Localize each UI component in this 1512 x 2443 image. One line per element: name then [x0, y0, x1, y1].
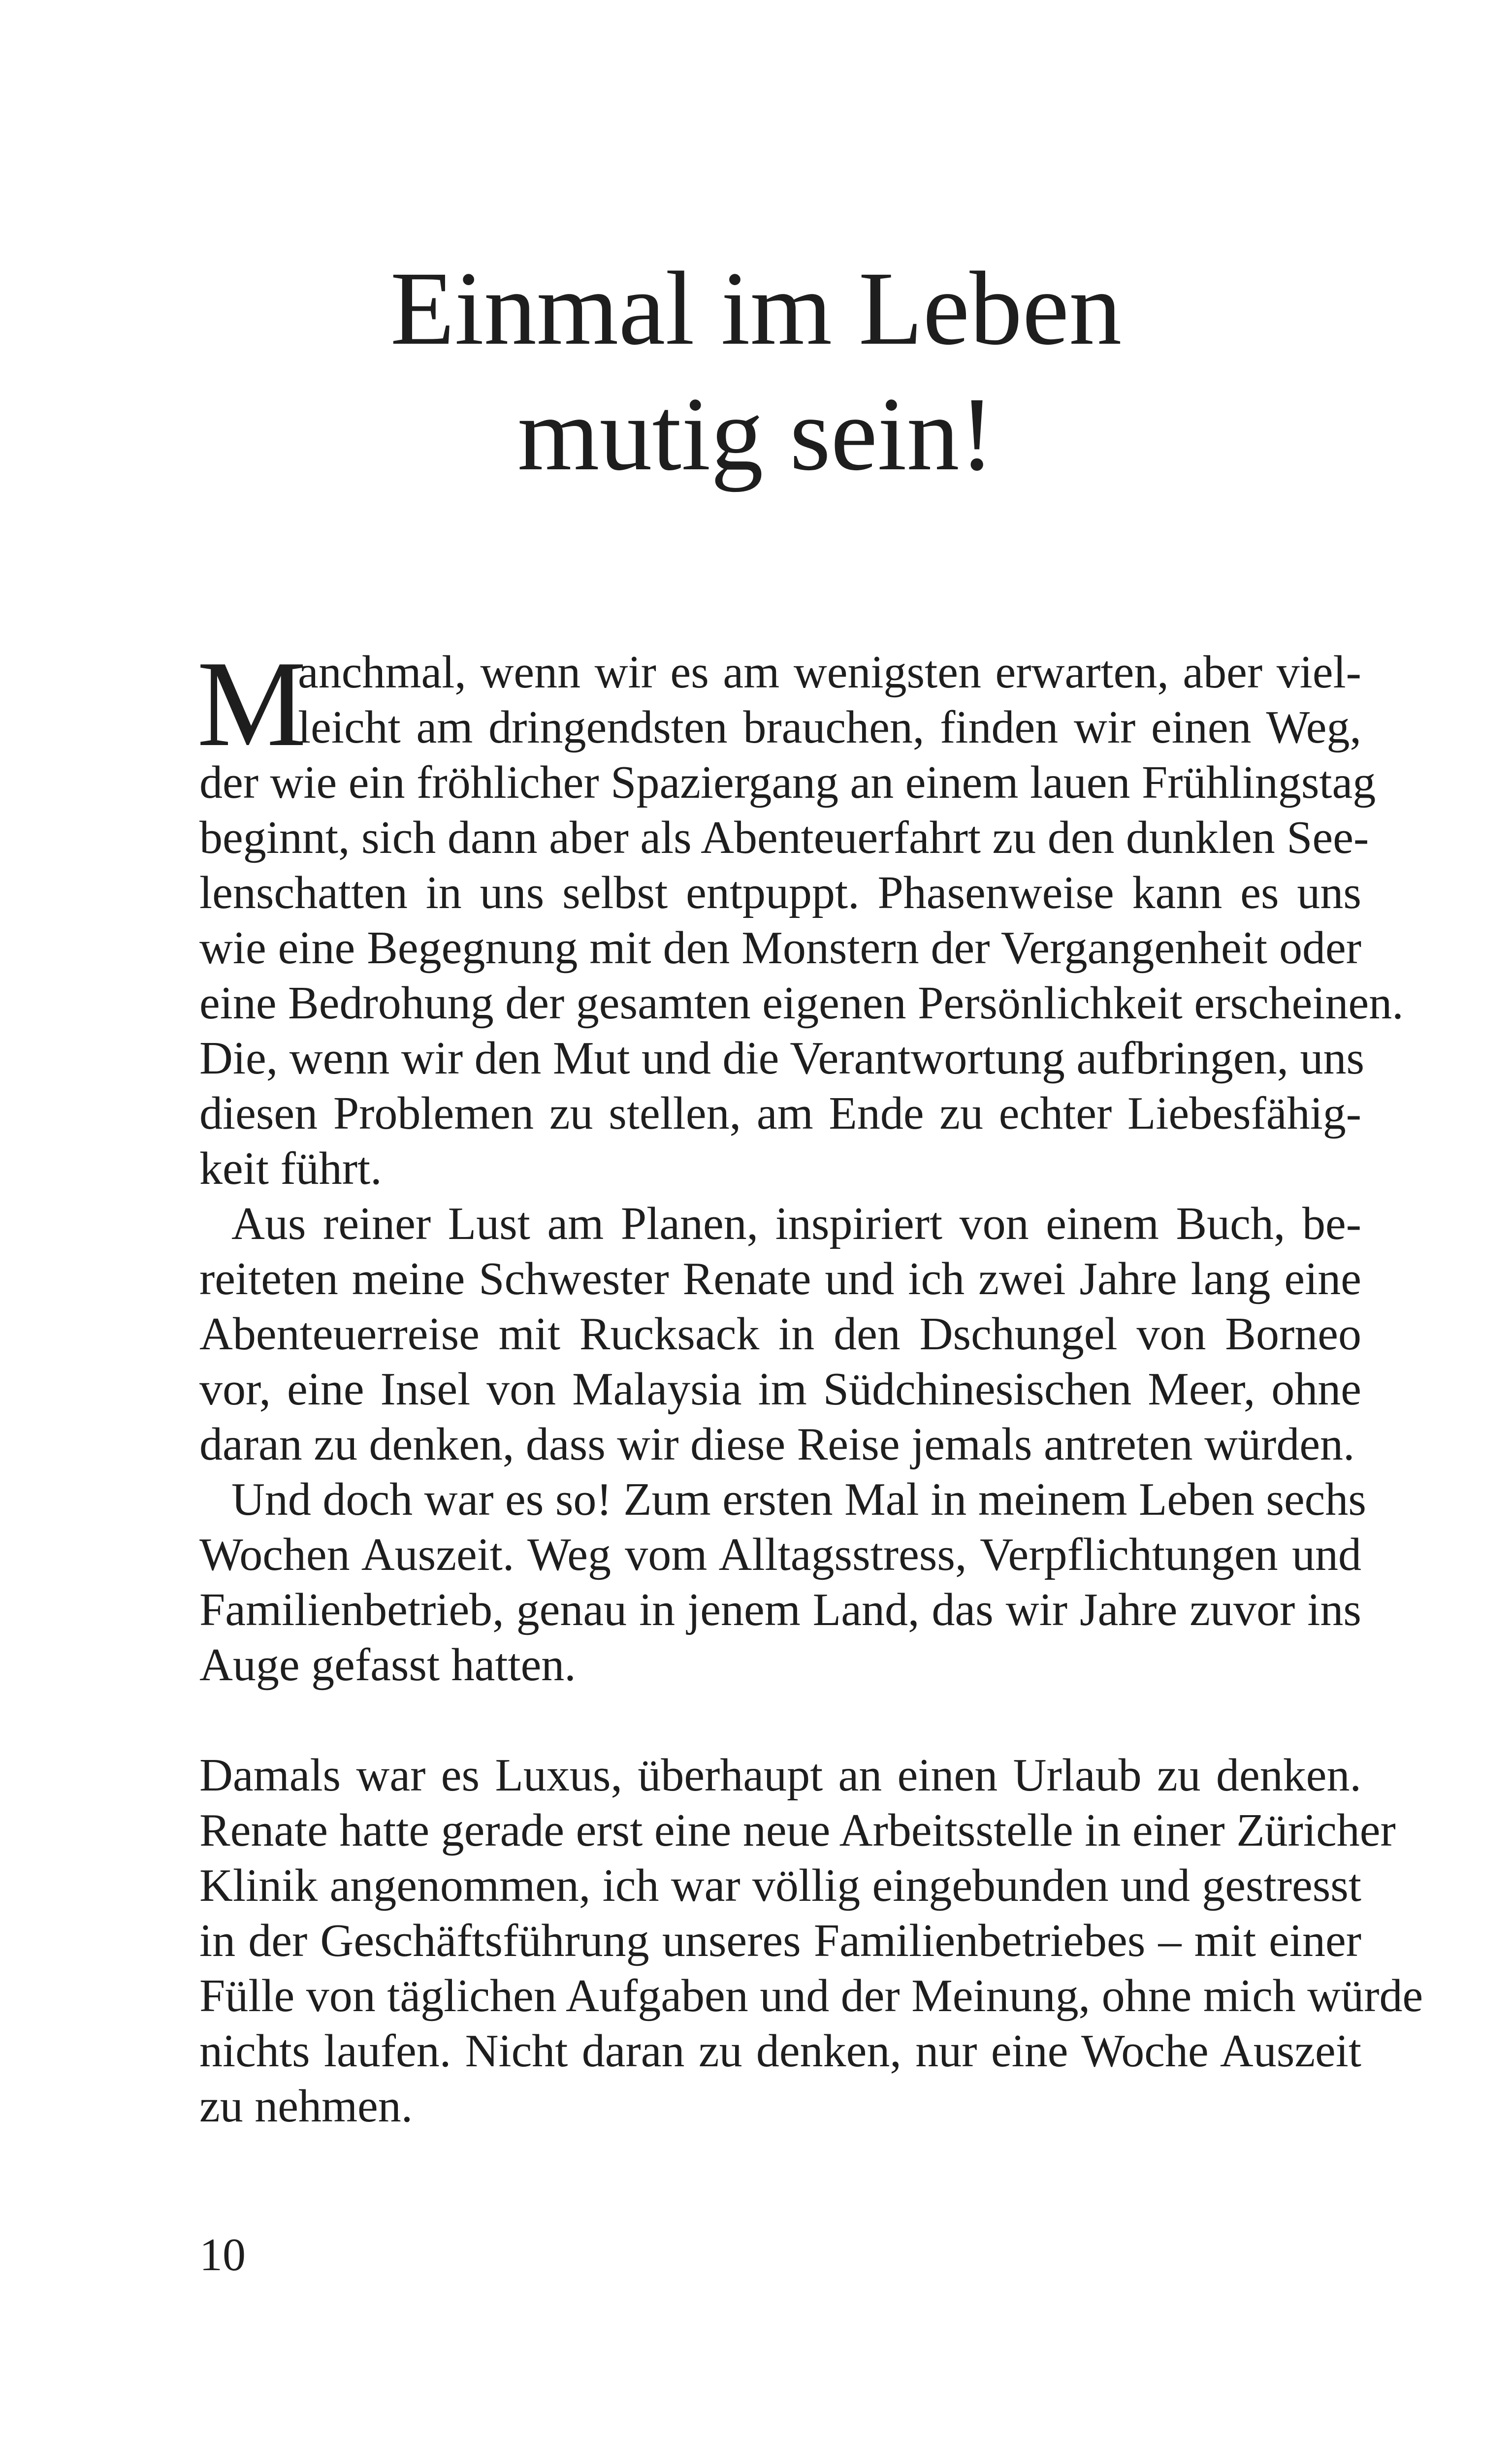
text-line: Fülle von täglichen Aufgaben und der Meinung, ohne mich würde	[199, 1970, 1423, 2021]
text-line: keit führt.	[199, 1143, 382, 1194]
text-line: daran zu denken, dass wir diese Reise jemals antreten würden.	[199, 1419, 1355, 1470]
text-line: diesen Problemen zu stellen, am Ende zu echter Liebesfähig-	[199, 1088, 1361, 1139]
drop-cap: M	[197, 636, 307, 772]
text-line: vor, eine Insel von Malaysia im Südchinesischen Meer, ohne	[199, 1364, 1361, 1415]
text-line: in der Geschäftsführung unseres Familienbetriebes – mit einer	[199, 1915, 1361, 1966]
text-line: nichts laufen. Nicht daran zu denken, nur eine Woche Auszeit	[199, 2025, 1361, 2077]
text-line: eine Bedrohung der gesamten eigenen Persönlichkeit erscheinen.	[199, 977, 1404, 1029]
text-line: anchmal, wenn wir es am wenigsten erwarten, aber viel-	[298, 647, 1361, 698]
text-line: Aus reiner Lust am Planen, inspiriert von einem Buch, be-	[231, 1198, 1361, 1249]
text-line: Abenteuerreise mit Rucksack in den Dschungel von Borneo	[199, 1308, 1361, 1360]
chapter-title-line-2: mutig sein!	[517, 376, 995, 492]
text-line: Die, wenn wir den Mut und die Verantwortung aufbringen, uns	[199, 1033, 1365, 1084]
page-number: 10	[199, 2229, 246, 2280]
text-line: Wochen Auszeit. Weg vom Alltagsstress, Verpflichtungen und	[199, 1529, 1361, 1580]
text-line: Renate hatte gerade erst eine neue Arbeitsstelle in einer Züricher	[199, 1805, 1396, 1856]
text-line: beginnt, sich dann aber als Abenteuerfahrt zu den dunklen See-	[199, 812, 1369, 863]
chapter-title-line-1: Einmal im Leben	[390, 250, 1122, 367]
text-line: Familienbetrieb, genau in jenem Land, das wir Jahre zuvor ins	[199, 1584, 1361, 1635]
text-line: Damals war es Luxus, überhaupt an einen Urlaub zu denken.	[199, 1750, 1361, 1801]
text-line: zu nehmen.	[199, 2081, 413, 2132]
text-line: reiteten meine Schwester Renate und ich zwei Jahre lang eine	[199, 1253, 1361, 1304]
text-line: Und doch war es so! Zum ersten Mal in meinem Leben sechs	[231, 1474, 1366, 1525]
text-line: Auge gefasst hatten.	[199, 1639, 576, 1691]
text-line: der wie ein fröhlicher Spaziergang an einem lauen Frühlingstag	[199, 757, 1376, 808]
text-line: wie eine Begegnung mit den Monstern der Vergangenheit oder	[199, 922, 1361, 974]
text-line: lenschatten in uns selbst entpuppt. Phasenweise kann es uns	[199, 867, 1361, 918]
text-line: Klinik angenommen, ich war völlig eingebunden und gestresst	[199, 1860, 1361, 1911]
text-line: leicht am dringendsten brauchen, finden wir einen Weg,	[298, 702, 1361, 753]
